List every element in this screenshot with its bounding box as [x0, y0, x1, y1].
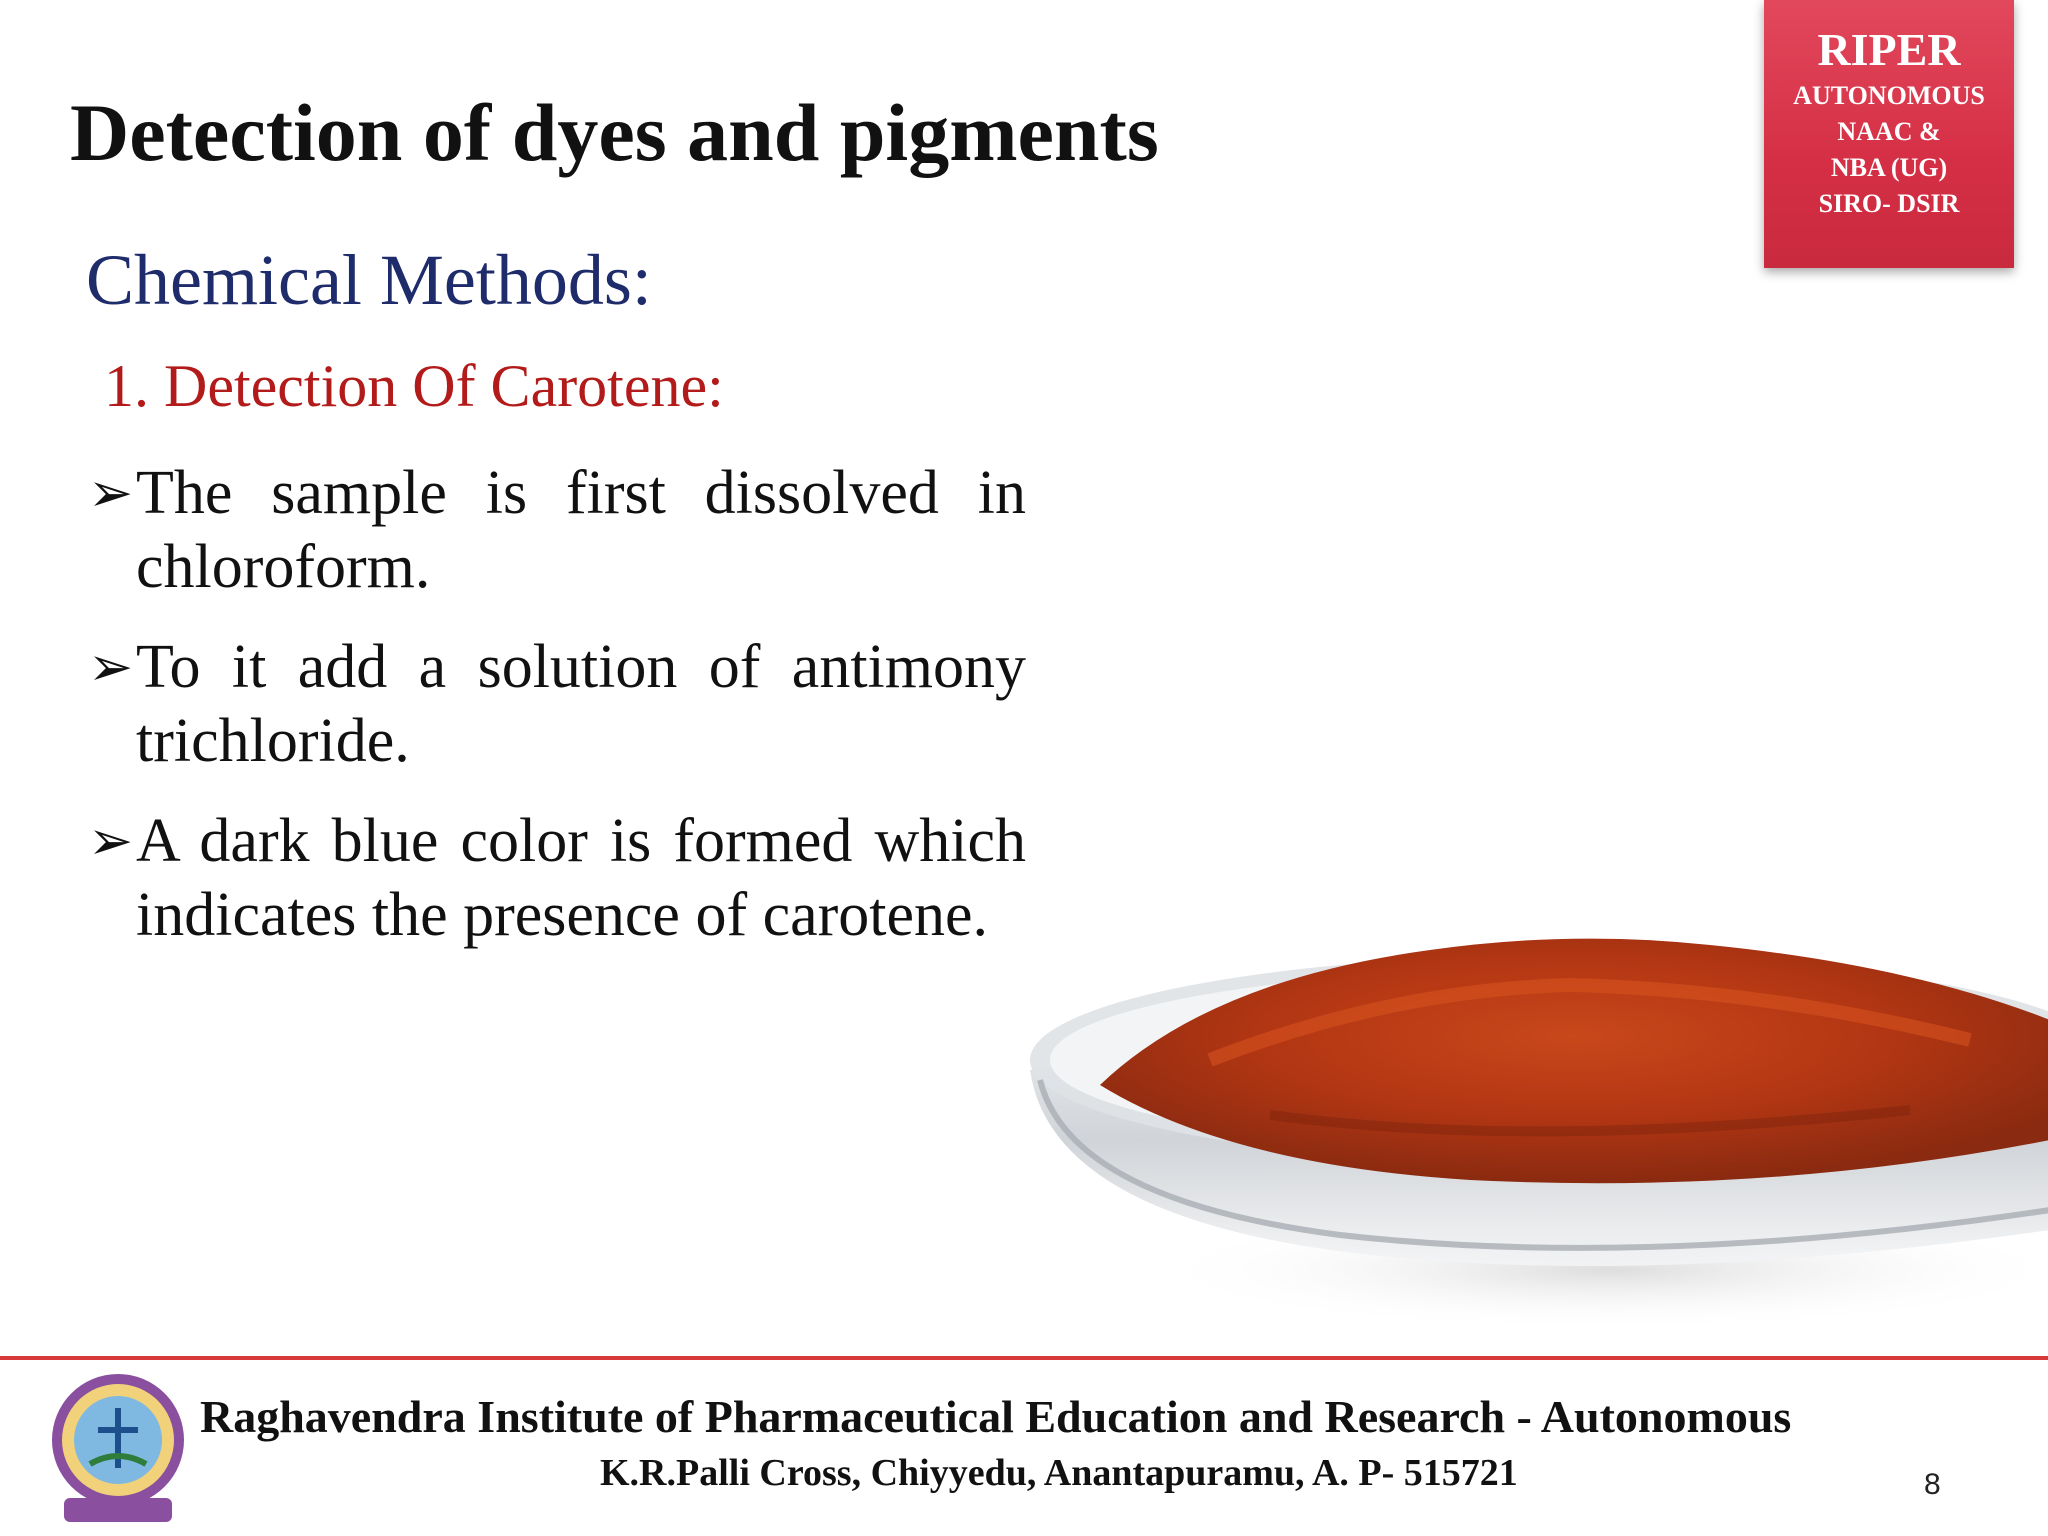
riper-badge [1764, 0, 2014, 268]
institute-address: K.R.Palli Cross, Chiyyedu, Anantapuramu, A. P- 515721 [600, 1452, 1518, 1494]
bullet-item [88, 456, 1026, 604]
arrow-bullet-icon: ➢ [88, 463, 134, 523]
powder-bowl-image [1010, 910, 2048, 1340]
badge-line: SIRO- DSIR [1818, 189, 1960, 218]
section-heading: 1. Detection Of Carotene: [104, 353, 724, 419]
institute-logo-icon [44, 1368, 192, 1528]
badge-line: NBA (UG) [1830, 153, 1948, 182]
bullet-text: To it add a solution of antimony trichloride. [136, 633, 1026, 775]
badge-title: RIPER [1817, 24, 1961, 75]
bullet-text: A dark blue color is formed which indicates the presence of carotene. [136, 807, 1026, 949]
bullet-item [88, 630, 1026, 778]
footer-divider [0, 1356, 2048, 1360]
slide-title: Detection of dyes and pigments [70, 87, 1159, 178]
bullet-item [88, 804, 1026, 952]
institute-name: Raghavendra Institute of Pharmaceutical Education and Research - Autonomous [200, 1391, 1792, 1442]
bullet-text: The sample is first dissolved in chloroform. [136, 459, 1026, 601]
slide-subtitle: Chemical Methods: [86, 240, 652, 320]
badge-line: NAAC & [1837, 117, 1941, 146]
page-number: 8 [1924, 1468, 1941, 1501]
arrow-bullet-icon: ➢ [88, 637, 134, 697]
bullet-list [88, 456, 1026, 978]
badge-line: AUTONOMOUS [1793, 81, 1985, 110]
arrow-bullet-icon: ➢ [88, 811, 134, 871]
